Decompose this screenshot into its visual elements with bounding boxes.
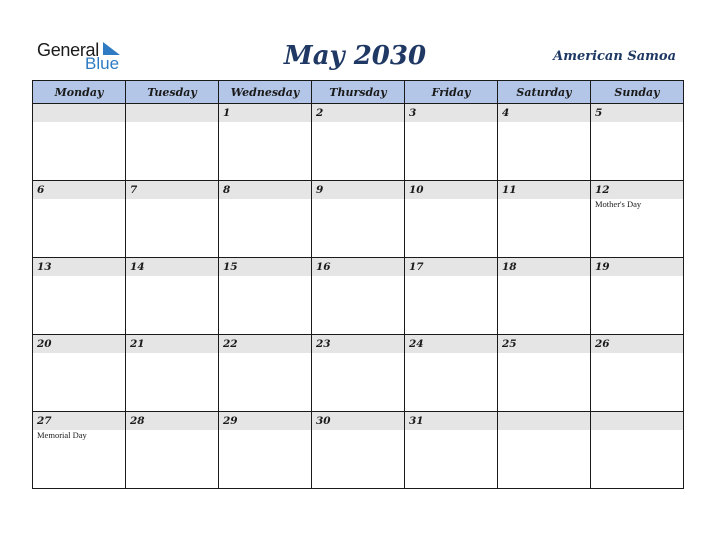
week-row — [33, 335, 684, 412]
day-number: 16 — [312, 258, 404, 276]
day-number: 3 — [405, 104, 497, 122]
day-cell — [405, 258, 498, 335]
brand-logo — [37, 40, 127, 74]
day-number: 21 — [126, 335, 218, 353]
day-number: 18 — [498, 258, 590, 276]
day-cell — [219, 181, 312, 258]
logo-blue-text: Blue — [85, 54, 120, 73]
day-cell — [405, 412, 498, 489]
day-number: 31 — [405, 412, 497, 430]
day-number: 26 — [591, 335, 683, 353]
day-number: 27 — [33, 412, 125, 430]
day-cell — [312, 258, 405, 335]
day-cell — [312, 335, 405, 412]
day-cell — [312, 412, 405, 489]
day-number: 13 — [33, 258, 125, 276]
week-row — [33, 181, 684, 258]
logo-general-text: General — [37, 40, 99, 60]
day-cell — [498, 104, 591, 181]
day-number: 2 — [312, 104, 404, 122]
day-number: 5 — [591, 104, 683, 122]
day-cell — [126, 258, 219, 335]
month-calendar — [32, 80, 684, 489]
day-cell — [312, 104, 405, 181]
day-cell — [33, 104, 126, 181]
day-cell — [126, 104, 219, 181]
day-number: 12 — [591, 181, 683, 199]
day-number: 7 — [126, 181, 218, 199]
day-cell — [591, 412, 684, 489]
week-row — [33, 104, 684, 181]
day-cell — [33, 258, 126, 335]
day-cell — [33, 181, 126, 258]
day-number: 22 — [219, 335, 311, 353]
day-cell — [33, 335, 126, 412]
day-number: 17 — [405, 258, 497, 276]
day-number: 9 — [312, 181, 404, 199]
day-cell — [126, 335, 219, 412]
weekday-header: Tuesday — [126, 81, 219, 104]
day-cell — [219, 412, 312, 489]
weekday-header: Monday — [33, 81, 126, 104]
weekday-header: Thursday — [312, 81, 405, 104]
day-cell — [498, 258, 591, 335]
day-number: 19 — [591, 258, 683, 276]
weekday-header: Sunday — [591, 81, 684, 104]
day-cell — [591, 335, 684, 412]
day-number — [33, 104, 125, 122]
day-cell — [498, 181, 591, 258]
day-cell — [219, 335, 312, 412]
day-cell — [126, 181, 219, 258]
day-cell — [33, 412, 126, 489]
weekday-header-row — [33, 81, 684, 104]
day-number: 25 — [498, 335, 590, 353]
day-number: 10 — [405, 181, 497, 199]
day-cell — [219, 258, 312, 335]
day-number: 20 — [33, 335, 125, 353]
region-label: American Samoa — [553, 49, 676, 64]
day-number — [498, 412, 590, 430]
day-cell — [219, 104, 312, 181]
day-number — [591, 412, 683, 430]
day-number: 8 — [219, 181, 311, 199]
weekday-header: Friday — [405, 81, 498, 104]
day-number: 28 — [126, 412, 218, 430]
holiday-label: Mother's Day — [595, 199, 642, 209]
holiday-label: Memorial Day — [37, 430, 87, 440]
day-number: 23 — [312, 335, 404, 353]
day-cell — [405, 335, 498, 412]
day-cell — [405, 181, 498, 258]
day-number: 15 — [219, 258, 311, 276]
day-number: 11 — [498, 181, 590, 199]
day-number: 24 — [405, 335, 497, 353]
calendar-body — [33, 104, 684, 489]
weekday-header: Wednesday — [219, 81, 312, 104]
week-row — [33, 412, 684, 489]
day-cell — [312, 181, 405, 258]
day-number: 14 — [126, 258, 218, 276]
day-cell — [405, 104, 498, 181]
day-cell — [498, 335, 591, 412]
week-row — [33, 258, 684, 335]
day-number: 6 — [33, 181, 125, 199]
day-number: 1 — [219, 104, 311, 122]
page-title: May 2030 — [283, 41, 427, 71]
day-cell — [591, 181, 684, 258]
day-number: 30 — [312, 412, 404, 430]
day-cell — [591, 104, 684, 181]
day-cell — [591, 258, 684, 335]
day-cell — [498, 412, 591, 489]
day-number: 29 — [219, 412, 311, 430]
day-cell — [126, 412, 219, 489]
day-number — [126, 104, 218, 122]
weekday-header: Saturday — [498, 81, 591, 104]
day-number: 4 — [498, 104, 590, 122]
